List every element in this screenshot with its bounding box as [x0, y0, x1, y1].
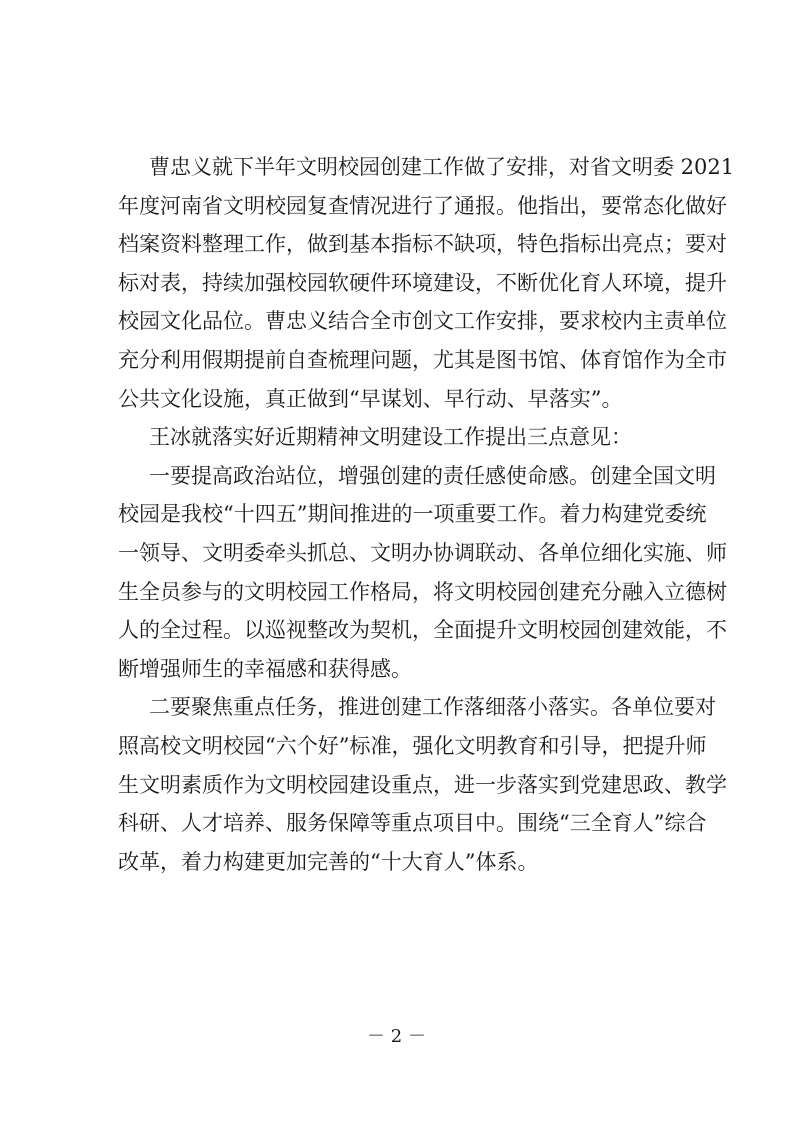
paragraph-1-line-7: 公共文化设施，真正做到“早谋划、早行动、早落实”。: [118, 386, 623, 411]
paragraph-3-line-3: 一领导、文明委牵头抓总、文明办协调联动、各单位细化实施、师: [118, 540, 727, 565]
paragraph-1-line-3: 档案资料整理工作，做到基本指标不缺项，特色指标出亮点；要对: [118, 232, 727, 257]
page-number: － 2 －: [367, 1026, 426, 1047]
paragraph-3-line-1: 一要提高政治站位，增强创建的责任感使命感。创建全国文明: [149, 463, 716, 488]
paragraph-3-line-2: 校园是我校“十四五”期间推进的一项重要工作。着力构建党委统: [118, 502, 707, 527]
paragraph-4-line-5: 改革，着力构建更加完善的“十大育人”体系。: [118, 849, 539, 874]
paragraph-4-line-3: 生文明素质作为文明校园建设重点，进一步落实到党建思政、教学: [118, 772, 727, 797]
paragraph-1-line-2: 年度河南省文明校园复查情况进行了通报。他指出，要常态化做好: [118, 193, 727, 218]
paragraph-1-line-4: 标对表，持续加强校园软硬件环境建设，不断优化育人环境，提升: [118, 270, 727, 295]
paragraph-3-line-4: 生全员参与的文明校园工作格局，将文明校园创建充分融入立德树: [118, 579, 727, 604]
paragraph-2-line-1: 王冰就落实好近期精神文明建设工作提出三点意见：: [149, 425, 632, 450]
paragraph-4-line-4: 科研、人才培养、服务保障等重点项目中。围绕“三全育人”综合: [118, 811, 707, 836]
paragraph-4-line-1: 二要聚焦重点任务，推进创建工作落细落小落实。各单位要对: [149, 695, 716, 720]
paragraph-4-line-2: 照高校文明校园“六个好”标准，强化文明教育和引导，把提升师: [118, 733, 707, 758]
paragraph-1-line-6: 充分利用假期提前自查梳理问题，尤其是图书馆、体育馆作为全市: [118, 347, 727, 372]
paragraph-3-line-6: 断增强师生的幸福感和获得感。: [118, 656, 412, 681]
paragraph-3-line-5: 人的全过程。以巡视整改为契机，全面提升文明校园创建效能，不: [118, 618, 727, 643]
paragraph-1-line-1: 曹忠义就下半年文明校园创建工作做了安排，对省文明委 2021: [149, 155, 735, 179]
paragraph-1-line-5: 校园文化品位。曹忠义结合全市创文工作安排，要求校内主责单位: [118, 309, 727, 334]
body-text: [118, 148, 735, 881]
